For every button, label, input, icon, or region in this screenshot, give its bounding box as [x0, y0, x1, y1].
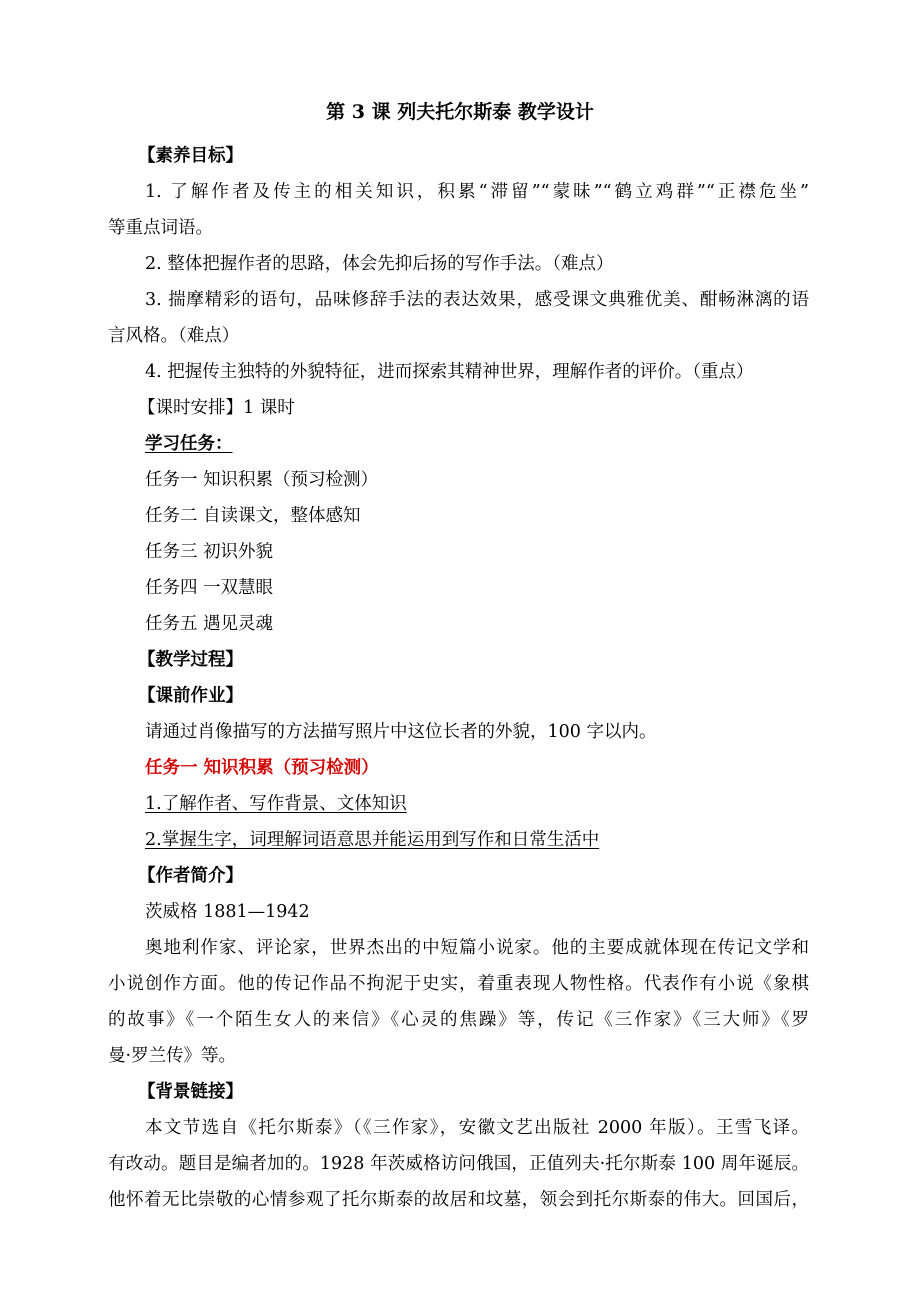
task-item-4: 任务四 一双慧眼 [145, 578, 274, 598]
homework-heading: 【课前作业】 [138, 686, 243, 706]
background-para-line-2: 有改动。题目是编者加的。1928 年茨威格访问俄国，正值列夫·托尔斯泰 100 周年诞辰。 [108, 1154, 809, 1174]
background-para-line-3: 他怀着无比崇敬的心情参观了托尔斯泰的故居和坟墓，领会到托尔斯泰的伟大。回国后， [108, 1190, 809, 1210]
task-item-1: 任务一 知识积累（预习检测） [145, 470, 379, 490]
author-name: 茨威格 1881—1942 [145, 902, 310, 922]
homework-text: 请通过肖像描写的方法描写照片中这位长者的外貌，100 字以内。 [145, 722, 657, 742]
background-heading: 【背景链接】 [138, 1082, 243, 1102]
author-para-line-1: 奥地利作家、评论家，世界杰出的中短篇小说家。他的主要成就体现在传记文学和 [145, 938, 809, 958]
task-1-goal-1: 1.了解作者、写作背景、文体知识 [145, 794, 407, 814]
document-title: 第 3 课 列夫托尔斯泰 教学设计 [326, 101, 594, 123]
schedule: 【课时安排】1 课时 [138, 398, 295, 418]
task-1-goal-2: 2.掌握生字，词理解词语意思并能运用到写作和日常生活中 [145, 830, 600, 850]
goal-2: 2. 整体把握作者的思路，体会先抑后扬的写作手法。（难点） [145, 254, 614, 274]
tasks-heading: 学习任务： [145, 434, 233, 454]
goal-4: 4. 把握传主独特的外貌特征，进而探索其精神世界，理解作者的评价。（重点） [145, 362, 754, 382]
author-para-line-3: 的故事》《一个陌生女人的来信》《心灵的焦躁》等，传记《三作家》《三大师》《罗 [108, 1010, 809, 1030]
goal-1-line-1: 1. 了解作者及传主的相关知识，积累“滞留”“蒙昧”“鹤立鸡群”“正襟危坐” [145, 182, 809, 202]
task-item-3: 任务三 初识外貌 [145, 542, 274, 562]
author-para-line-2: 小说创作方面。他的传记作品不拘泥于史实，着重表现人物性格。代表作有小说《象棋 [108, 974, 809, 994]
goals-heading: 【素养目标】 [138, 146, 243, 166]
task-1-heading: 任务一 知识积累（预习检测） [145, 758, 379, 778]
author-heading: 【作者简介】 [138, 866, 243, 886]
task-item-5: 任务五 遇见灵魂 [145, 614, 274, 634]
goal-3-line-1: 3. 揣摩精彩的语句，品味修辞手法的表达效果，感受课文典雅优美、酣畅淋漓的语 [145, 290, 809, 310]
process-heading: 【教学过程】 [138, 650, 243, 670]
author-para-line-4: 曼·罗兰传》等。 [108, 1046, 237, 1066]
task-item-2: 任务二 自读课文，整体感知 [145, 506, 361, 526]
goal-3-line-2: 言风格。（难点） [108, 326, 240, 346]
background-para-line-1: 本文节选自《托尔斯泰》（《三作家》，安徽文艺出版社 2000 年版）。王雪飞译。 [145, 1118, 809, 1138]
goal-1-line-2: 等重点词语。 [108, 218, 213, 238]
